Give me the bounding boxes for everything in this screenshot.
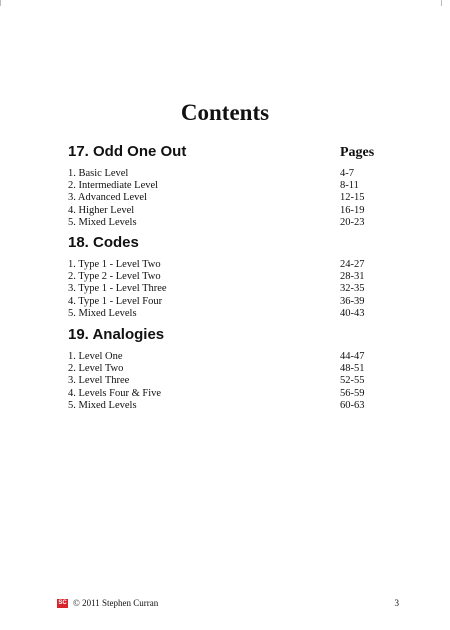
publisher-logo-icon: SC (58, 599, 67, 606)
page-footer (57, 598, 399, 608)
toc-section-odd-one-out (68, 143, 388, 229)
entry-label: 1. Type 1 - Level Two (68, 259, 161, 270)
copyright-text: © 2011 Stephen Curran (73, 598, 159, 608)
toc-entry (68, 168, 388, 180)
section-header (68, 234, 388, 254)
entry-label: 3. Advanced Level (68, 192, 148, 204)
entry-pages: 40-43 (340, 307, 365, 319)
toc-entry (68, 308, 388, 320)
section-header (68, 143, 388, 163)
toc-entry (68, 180, 388, 192)
entry-pages: 56-59 (340, 387, 365, 399)
entry-pages: 20-23 (340, 216, 365, 228)
entry-pages: 24-27 (340, 259, 365, 270)
pages-column-label: Pages (340, 145, 375, 160)
toc-entry (68, 363, 388, 375)
entry-pages: 16-19 (340, 204, 365, 216)
entry-label: 5. Mixed Levels (68, 399, 137, 411)
toc-section-codes (68, 234, 388, 320)
toc-list (68, 168, 388, 229)
entry-label: 5. Mixed Levels (68, 216, 137, 228)
entry-label: 2. Type 2 - Level Two (68, 271, 161, 283)
entry-pages: 44-47 (340, 351, 365, 362)
toc-entry (68, 192, 388, 204)
toc-entry (68, 388, 388, 400)
toc-entry (68, 283, 388, 295)
entry-pages: 28-31 (340, 271, 365, 283)
toc-list (68, 351, 388, 412)
toc-entry (68, 375, 388, 387)
toc-entry (68, 296, 388, 308)
section-title: 17. Odd One Out (68, 143, 187, 160)
entry-label: 3. Level Three (68, 375, 130, 387)
entry-pages: 4-7 (340, 168, 354, 179)
entry-label: 2. Level Two (68, 363, 124, 375)
entry-label: 1. Level One (68, 351, 123, 362)
entry-label: 3. Type 1 - Level Three (68, 283, 167, 295)
entry-pages: 8-11 (340, 180, 359, 192)
page-number: 3 (394, 598, 399, 608)
toc-entry (68, 271, 388, 283)
toc-entry (68, 217, 388, 229)
entry-pages: 60-63 (340, 399, 365, 411)
entry-pages: 52-55 (340, 375, 365, 387)
entry-label: 2. Intermediate Level (68, 180, 159, 192)
toc-entry (68, 205, 388, 217)
section-header (68, 326, 388, 346)
section-title: 18. Codes (68, 234, 139, 251)
section-title: 19. Analogies (68, 326, 165, 343)
entry-pages: 12-15 (340, 192, 365, 204)
entry-label: 1. Basic Level (68, 168, 129, 179)
toc-entry (68, 259, 388, 271)
entry-pages: 32-35 (340, 283, 365, 295)
entry-label: 4. Type 1 - Level Four (68, 295, 163, 307)
page-title: Contents (180, 100, 270, 125)
entry-label: 5. Mixed Levels (68, 307, 137, 319)
entry-label: 4. Levels Four & Five (68, 387, 162, 399)
entry-pages: 48-51 (340, 363, 365, 375)
toc-section-analogies (68, 326, 388, 412)
toc-entry (68, 400, 388, 412)
toc-entry (68, 351, 388, 363)
toc-list (68, 259, 388, 320)
entry-pages: 36-39 (340, 295, 365, 307)
crop-mark (0, 0, 1, 6)
entry-label: 4. Higher Level (68, 204, 135, 216)
crop-mark (441, 0, 442, 6)
